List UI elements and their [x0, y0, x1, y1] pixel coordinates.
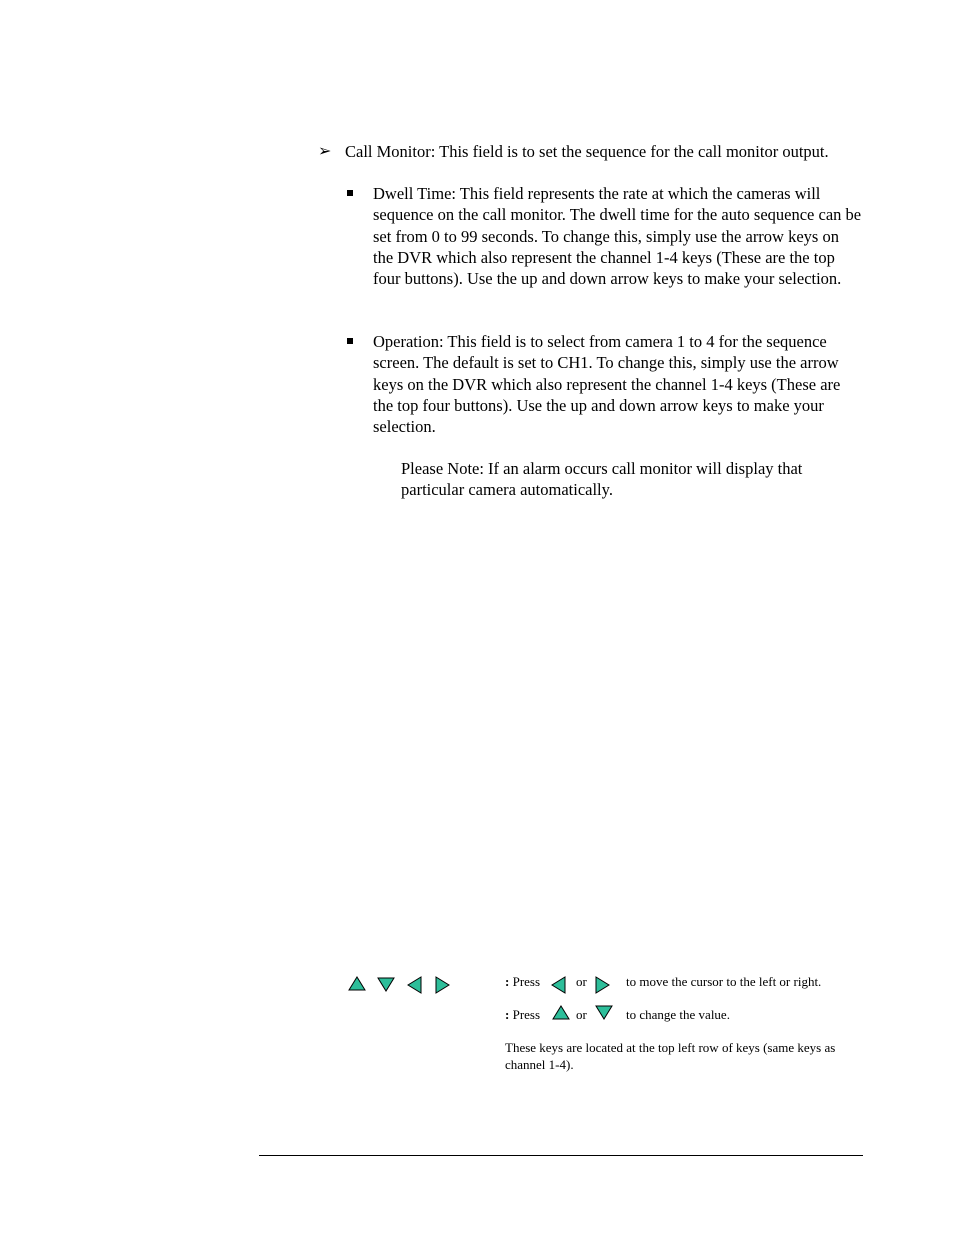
up-arrow-icon [348, 976, 366, 991]
left-arrow-icon [407, 976, 422, 994]
call-monitor-paragraph: Call Monitor: This field is to set the sequence for the call monitor output. [345, 142, 829, 161]
footer-rule [259, 1155, 863, 1156]
key-help-colon: : [505, 1007, 510, 1022]
please-note-paragraph: Please Note: If an alarm occurs call monitor will display that particular camera automatically. [401, 459, 803, 500]
key-help-colon: : [505, 974, 510, 989]
key-help-press: Press [512, 974, 541, 989]
left-arrow-icon [551, 976, 566, 994]
square-bullet-icon [347, 338, 353, 344]
arrow-bullet-icon: ➢ [318, 143, 332, 160]
dwell-time-paragraph: Dwell Time: This field represents the rate at which the cameras will sequence on the call monitor. The dwell time for the auto sequence can be set from 0 to 99 seconds. To change this, simply use the arrow keys on the DVR which also represent the channel 1-4 keys (These are the top four buttons). Use the up and down arrow keys to make your selection. [373, 184, 862, 289]
square-bullet-icon [347, 190, 353, 196]
key-help-left-right-line [505, 973, 540, 990]
key-help-location-text: These keys are located at the top left row of keys (same keys as channel 1-4). [505, 1040, 836, 1072]
up-arrow-icon [552, 1005, 570, 1020]
key-help-or: or [576, 974, 587, 989]
key-help-up-down-line [505, 1006, 540, 1023]
key-help-press: Press [512, 1007, 541, 1022]
operation-paragraph: Operation: This field is to select from camera 1 to 4 for the sequence screen. The default is set to CH1. To change this, simply use the arrow keys on the DVR which also represent the channel 1-4 keys (These are the top four buttons). Use the up and down arrow keys to make your selection. [373, 332, 841, 437]
key-help-or: or [576, 1007, 587, 1022]
down-arrow-icon [595, 1005, 613, 1020]
down-arrow-icon [377, 977, 395, 992]
right-arrow-icon [595, 976, 610, 994]
key-help-up-down-text: to change the value. [626, 1007, 730, 1022]
key-help-left-right-text: to move the cursor to the left or right. [626, 974, 822, 989]
right-arrow-icon [435, 976, 450, 994]
